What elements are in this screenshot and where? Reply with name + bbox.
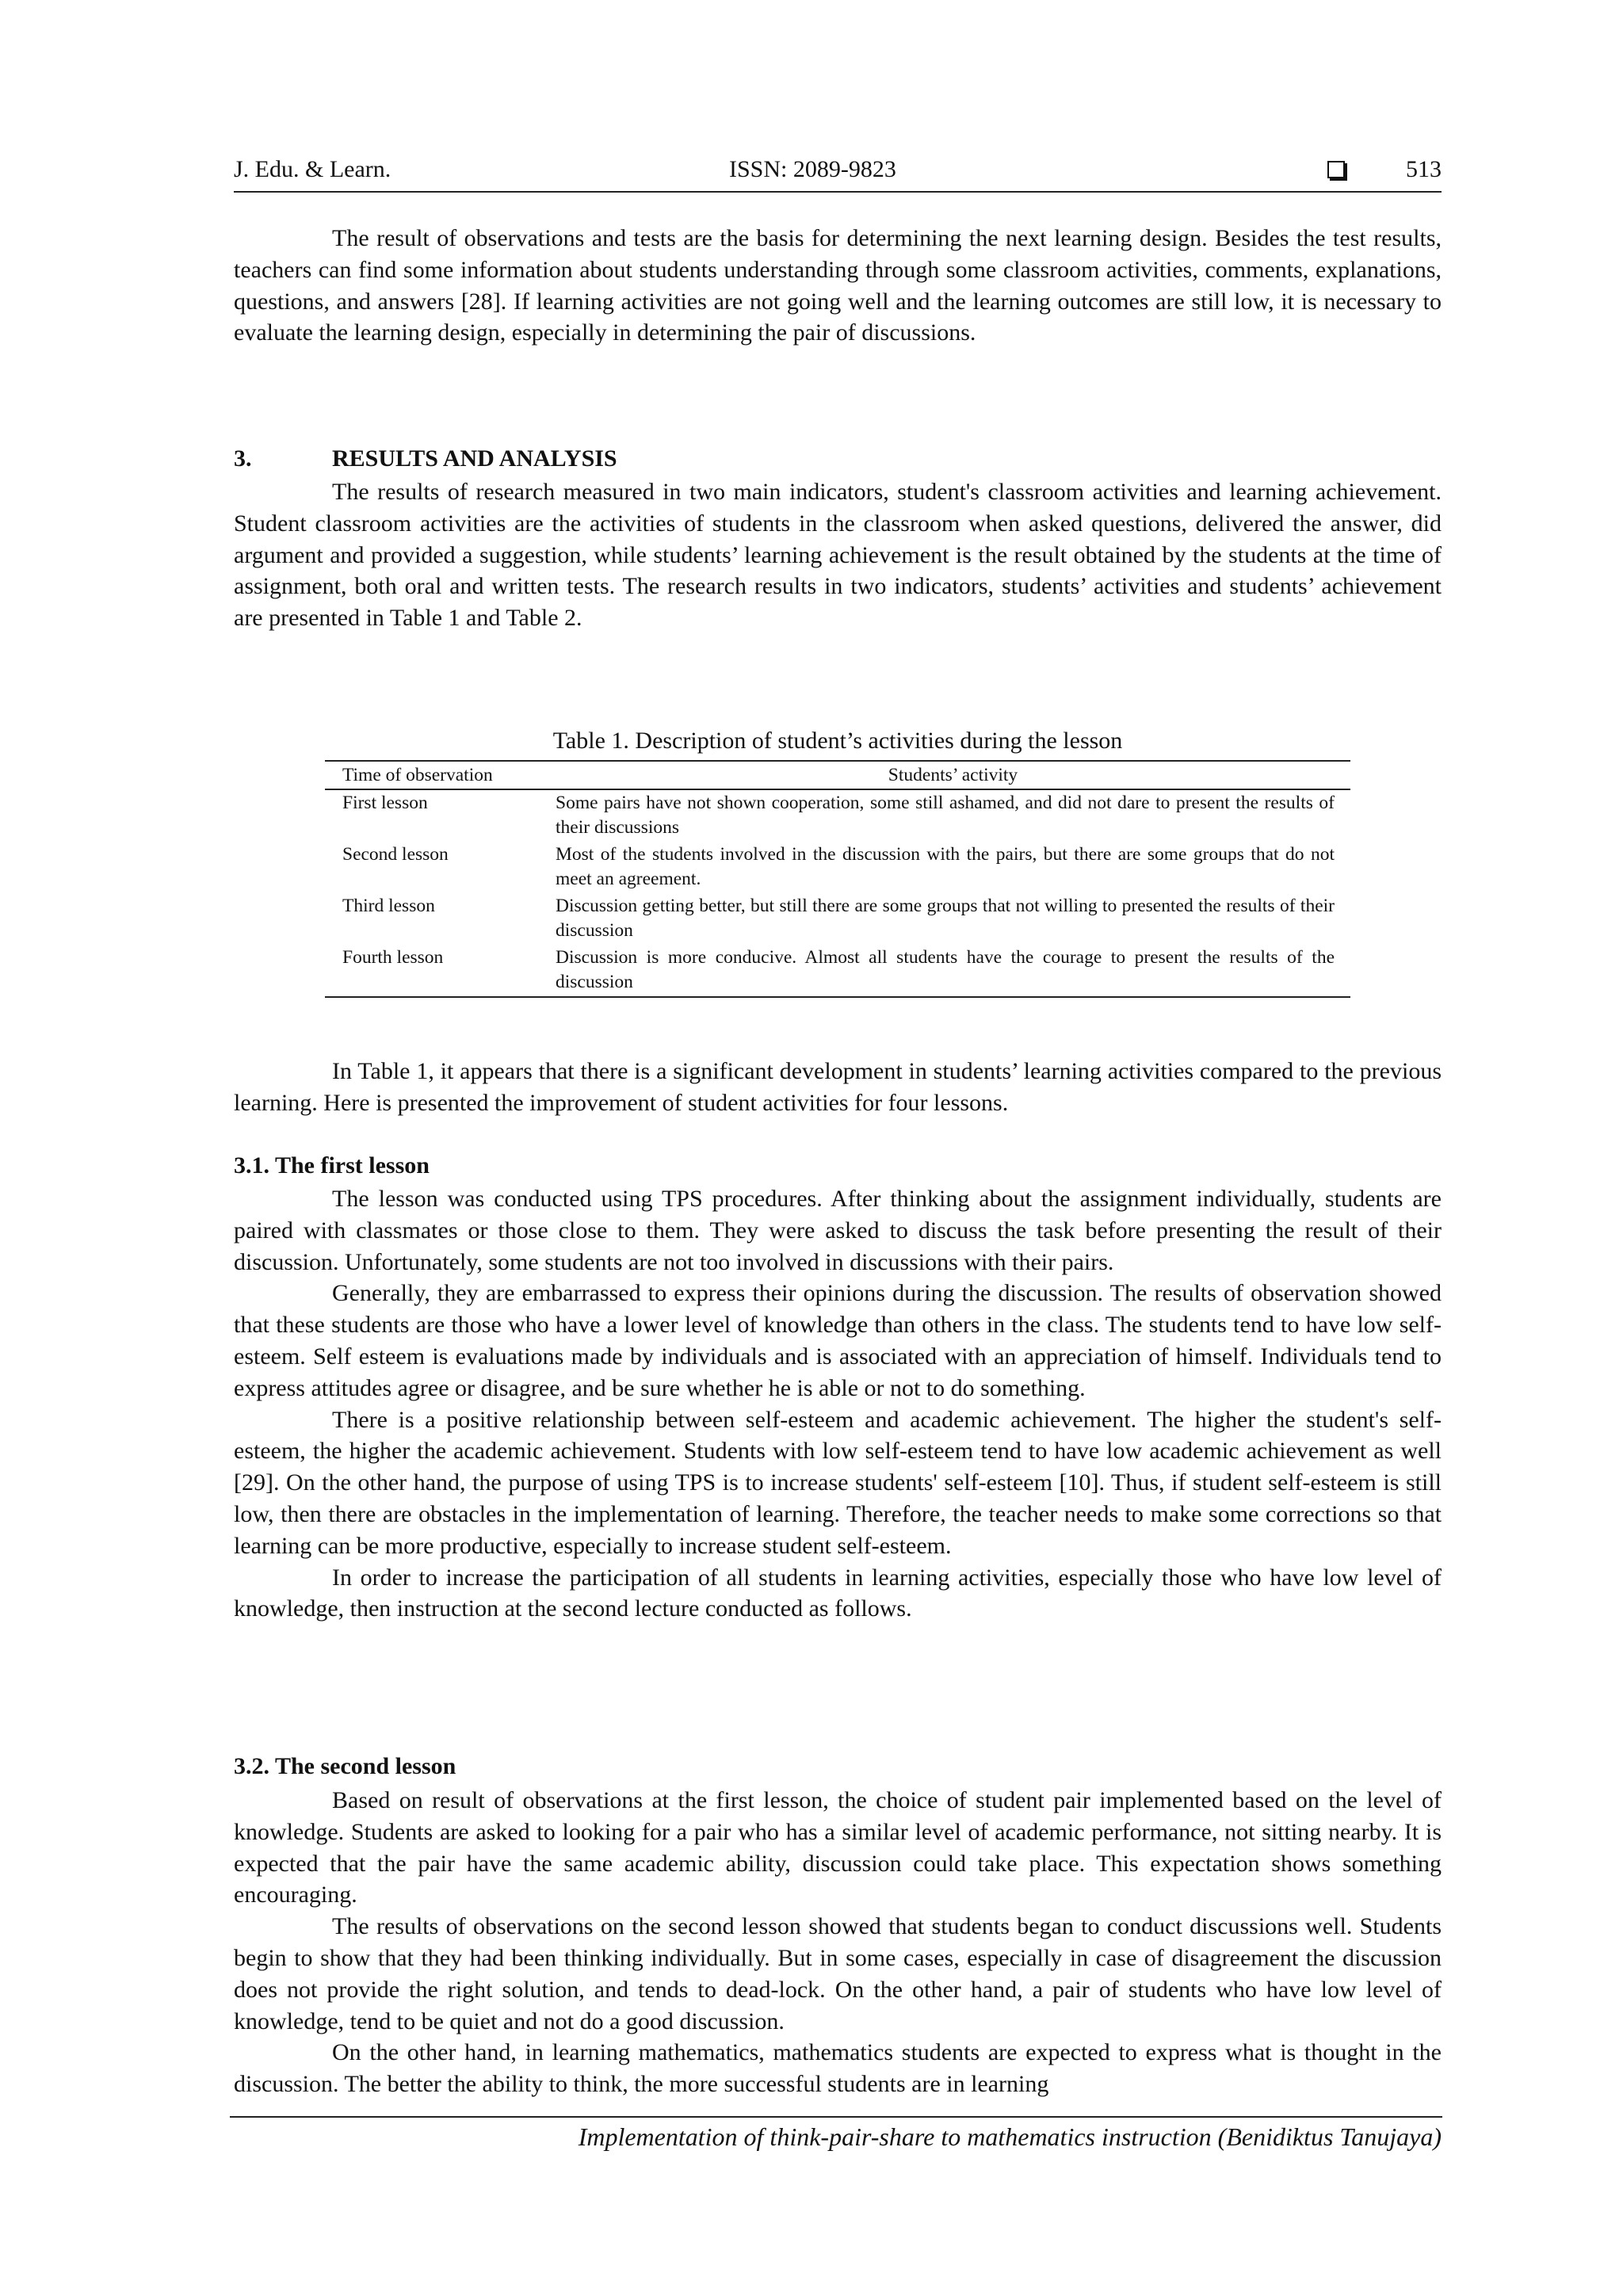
subsection-title-3-1: 3.1. The first lesson (234, 1152, 430, 1179)
paragraph: Generally, they are embarrassed to express their opinions during the discussion. The results of observation showed that these students are those who have a lower level of knowledge than others in the class. The students tend to have low self-esteem. Self esteem is evaluations made by individuals and is associated with an appreciation of himself. Individuals tend to express attitudes agree or disagree, and be sure whether he is able or not to do something. (234, 1280, 1442, 1401)
footer-rule (230, 2116, 1442, 2118)
observation-table (325, 760, 1350, 998)
intro-text (234, 223, 1442, 349)
paragraph: On the other hand, in learning mathematics, mathematics students are expected to express what is thought in the discussion. The better the ability to think, the more successful students are in learning (234, 2039, 1442, 2098)
after-table-paragraph: In Table 1, it appears that there is a significant development in students’ learning activities compared to the previous learning. Here is presented the improvement of student activities for four lessons. (234, 1058, 1442, 1116)
table-row (325, 842, 1350, 893)
row-activity: Discussion is more conducive. Almost all students have the courage to present the results of the discussion (538, 945, 1350, 997)
header-time: Time of observation (325, 761, 538, 789)
issn: ISSN: 2089-9823 (729, 156, 896, 182)
row-time: Second lesson (342, 844, 449, 865)
section-title: RESULTS AND ANALYSIS (332, 445, 617, 472)
section-text (234, 476, 1442, 634)
row-time: First lesson (342, 793, 428, 813)
table-header-row (325, 761, 1350, 789)
running-header (234, 155, 1442, 193)
subsection-title-3-2: 3.2. The second lesson (234, 1753, 456, 1779)
header-activity: Students’ activity (538, 761, 1350, 789)
paragraph: There is a positive relationship between self-esteem and academic achievement. The higher the student's self-esteem, the higher the academic achievement. Students with low self-esteem tend to have low academic achievement as well [29]. On the other hand, the purpose of using TPS is to increase students' self-esteem [10]. Thus, if student self-esteem is still low, then there are obstacles in the implementation of learning. Therefore, the teacher needs to make some corrections so that learning can be more productive, especially to increase student self-esteem. (234, 1406, 1442, 1559)
paragraph: In order to increase the participation of all students in learning activities, especially those who have low level of knowledge, then instruction at the second lecture conducted as follows. (234, 1564, 1442, 1622)
row-time: Third lesson (342, 896, 435, 916)
row-activity: Discussion getting better, but still there are some groups that not willing to presented the results of their discussion (556, 896, 1335, 941)
paragraph: The lesson was conducted using TPS procedures. After thinking about the assignment individually, students are paired with classmates or those close to them. They were asked to discuss the task before presenting the result of their discussion. Unfortunately, some students are not too involved in discussions with their pairs. (234, 1186, 1442, 1275)
table-row (325, 893, 1350, 945)
table-caption: Table 1. Description of student’s activities during the lesson (552, 728, 1123, 754)
table-discussion-text (234, 1056, 1442, 1119)
section-heading (234, 445, 617, 472)
subsection-text-3-1 (234, 1183, 1442, 1625)
paragraph: The results of observations on the second lesson showed that students began to conduct discussions well. Students begin to show that they had been thinking individually. But in some cases, especially in case of disagreement the discussion does not provide the right solution, and tends to dead-lock. On the other hand, a pair of students who have low level of knowledge, tend to be quiet and not do a good discussion. (234, 1913, 1442, 2034)
section-number: 3. (234, 445, 252, 472)
row-activity: Most of the students involved in the discussion with the pairs, but there are some groups that do not meet an agreement. (556, 844, 1335, 889)
section-paragraph: The results of research measured in two main indicators, student's classroom activities and learning achievement. Student classroom activities are the activities of students in the classroom when asked questions, delivered the answer, did argument and provided a suggestion, while students’ learning achievement is the result obtained by the students at the time of assignment, both oral and written tests. The research results in two indicators, students’ activities and students’ achievement are presented in Table 1 and Table 2. (234, 479, 1442, 632)
page-number: 513 (1406, 156, 1442, 182)
running-footer: Implementation of think-pair-share to mathematics instruction (Benidiktus Tanujaya) (578, 2122, 1442, 2151)
row-time: Fourth lesson (325, 945, 538, 997)
table-row (325, 789, 1350, 842)
paragraph: Based on result of observations at the first lesson, the choice of student pair implemented based on the level of knowledge. Students are asked to looking for a pair who has a similar level of academic performance, not sitting nearby. It is expected that the pair have the same academic ability, discussion could take place. This expectation shows something encouraging. (234, 1787, 1442, 1908)
table-row (325, 945, 1350, 997)
subsection-text-3-2 (234, 1785, 1442, 2100)
row-activity: Some pairs have not shown cooperation, some still ashamed, and did not dare to present the results of their discussions (556, 793, 1335, 838)
square-bullet-icon (1327, 161, 1345, 178)
journal-name: J. Edu. & Learn. (234, 156, 391, 182)
intro-paragraph: The result of observations and tests are the basis for determining the next learning design. Besides the test results, teachers can find some information about students understanding through some classroom activities, comments, explanations, questions, and answers [28]. If learning activities are not going well and the learning outcomes are still low, it is necessary to evaluate the learning design, especially in determining the pair of discussions. (234, 225, 1442, 346)
